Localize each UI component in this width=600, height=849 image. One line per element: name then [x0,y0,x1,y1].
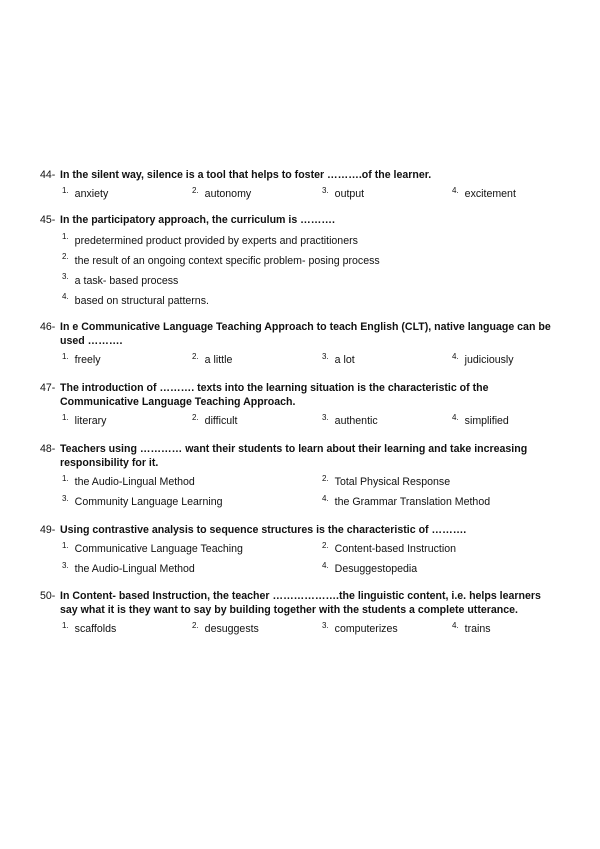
question-number: 50- [40,590,56,602]
question-50 [40,589,560,637]
option-2[interactable]: $^{2.}$ the result of an ongoing context specific problem- posing process [62,252,380,267]
option-1[interactable]: $^{1.}$ literary [62,413,107,427]
question-text: Using contrastive analysis to sequence structures is the characteristic of ………. [60,524,467,536]
option-2[interactable]: $^{2.}$ difficult [192,413,238,427]
question-text: In e Communicative Language Teaching Approach to teach English (CLT), native language can be used ………. [60,321,551,347]
option-4[interactable]: $^{4.}$ based on structural patterns. [62,292,209,307]
question-number: 47- [40,382,56,394]
option-4[interactable]: $^{4.}$ trains [452,621,491,635]
option-2[interactable]: $^{2.}$ autonomy [192,186,252,200]
question-text: In the silent way, silence is a tool that helps to foster ……….of the learner. [60,169,432,181]
option-4[interactable]: $^{4.}$ Desuggestopedia [322,561,418,575]
question-number: 46- [40,321,56,333]
question-45 [40,213,560,307]
options-row [62,409,560,429]
option-3[interactable]: $^{3.}$ a task- based process [62,272,179,287]
question-number: 49- [40,524,56,536]
option-2[interactable]: $^{2.}$ a little [192,352,233,366]
option-3[interactable]: $^{3.}$ the Audio-Lingual Method [62,561,195,575]
option-3[interactable]: $^{3.}$ authentic [322,413,378,427]
question-text: The introduction of ………. texts into the learning situation is the characteristic of the Communicative Language Teaching Approach. [60,382,489,408]
option-1[interactable]: $^{1.}$ scaffolds [62,621,117,635]
option-1[interactable]: $^{1.}$ freely [62,352,101,366]
option-4[interactable]: $^{4.}$ simplified [452,413,509,427]
options-row [62,617,560,637]
options-row [62,557,560,577]
options-row [62,182,560,202]
option-3[interactable]: $^{3.}$ a lot [322,352,355,366]
option-1[interactable]: $^{1.}$ anxiety [62,186,109,200]
option-1[interactable]: $^{1.}$ Communicative Language Teaching [62,541,243,555]
question-text: Teachers using ………… want their students to learn about their learning and take increasing responsibility for it. [60,443,528,469]
question-text: In Content- based Instruction, the teacher ……………….the linguistic content, i.e. helps learners say what it is they want to say by building together with the students a complete utterance. [60,590,541,616]
option-3[interactable]: $^{3.}$ computerizes [322,621,398,635]
question-number: 44- [40,169,56,181]
option-1[interactable]: $^{1.}$ the Audio-Lingual Method [62,474,195,488]
option-3[interactable]: $^{3.}$ output [322,186,365,200]
option-4[interactable]: $^{4.}$ judiciously [452,352,514,366]
option-2[interactable]: $^{2.}$ Total Physical Response [322,474,451,488]
options-row [62,348,560,368]
question-number: 45- [40,214,56,226]
options-row [62,490,560,510]
option-3[interactable]: $^{3.}$ Community Language Learning [62,494,223,508]
option-1[interactable]: $^{1.}$ predetermined product provided by experts and practitioners [62,232,358,247]
question-number: 48- [40,443,56,455]
option-2[interactable]: $^{2.}$ Content-based Instruction [322,541,456,555]
question-44 [40,168,560,202]
options-row [62,470,560,490]
question-47 [40,381,560,429]
question-49 [40,523,560,577]
question-48 [40,442,560,510]
options-list [40,227,560,307]
option-4[interactable]: $^{4.}$ excitement [452,186,516,200]
question-46 [40,320,560,368]
option-4[interactable]: $^{4.}$ the Grammar Translation Method [322,494,491,508]
option-2[interactable]: $^{2.}$ desuggests [192,621,259,635]
question-text: In the participatory approach, the curriculum is ………. [60,214,335,226]
options-row [62,537,560,557]
